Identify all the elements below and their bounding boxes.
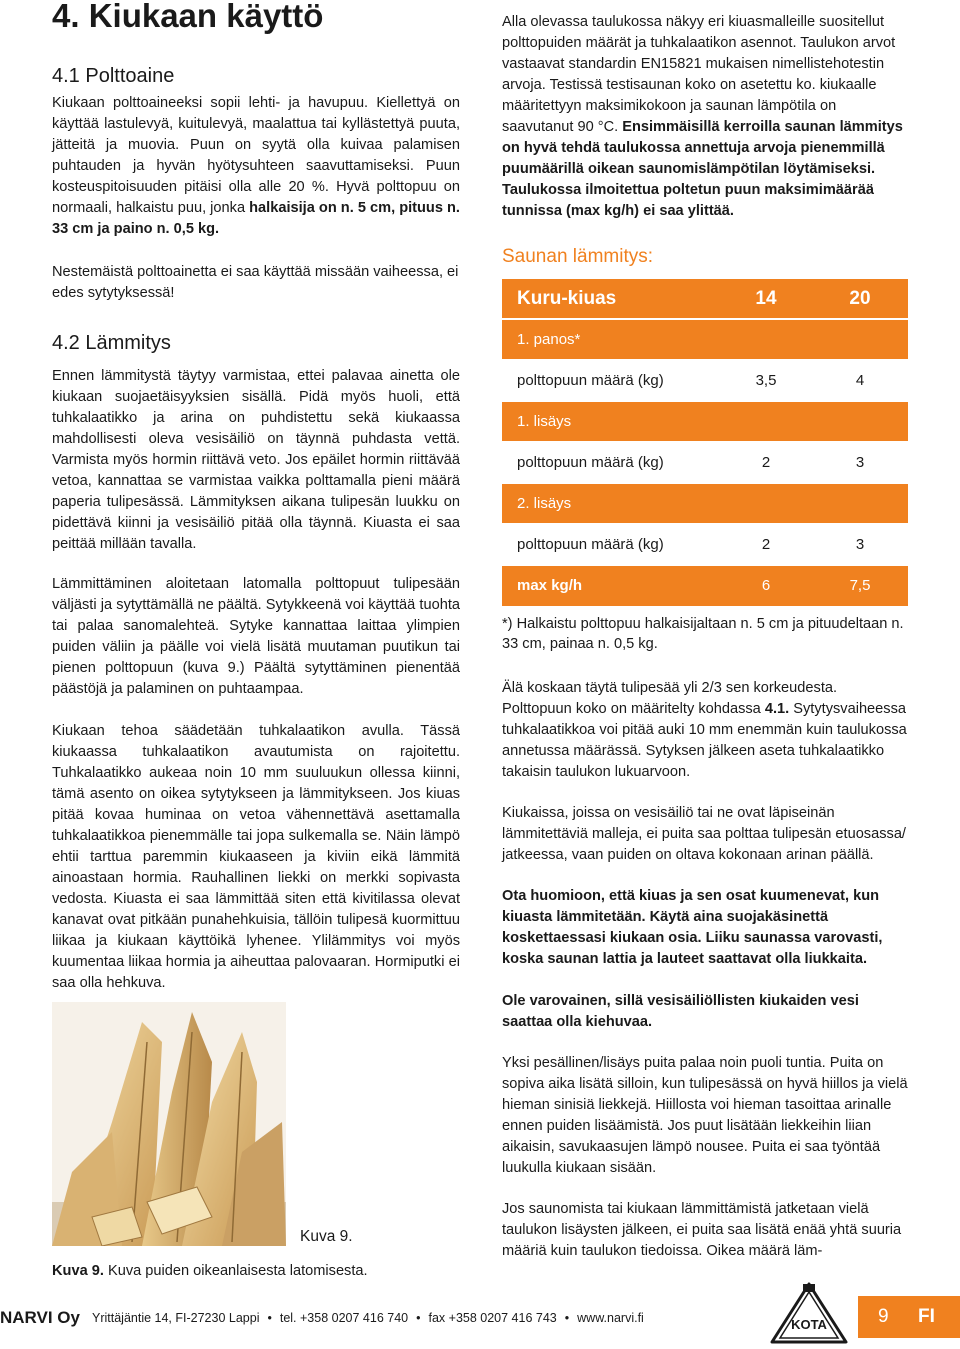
kota-logo-text: KOTA	[791, 1317, 827, 1332]
continue-paragraph: Jos saunomista tai kiukaan lämmittämistä jatketaan vielä taulukon lisäysten jälkeen, ei puita saa lisätä enää yhtä suuria määriä kuin taulukon tiedoissa. Oikea määrä läm-	[502, 1201, 902, 1259]
polttoaine-bold-text: halkaisija on n. 5 cm, pituus n. 33 cm ja paino n. 0,5 kg.	[52, 200, 460, 237]
filling-text-a: Älä koskaan täytä tulipesää yli 2/3 sen korkeudesta. Polttopuun koko on määritelty kohdassa	[502, 680, 838, 717]
table-cell: 4	[855, 372, 865, 389]
table-header-col1: 14	[755, 287, 777, 309]
table-cell: 7,5	[849, 577, 871, 594]
table-row-label: max kg/h	[517, 577, 583, 594]
kota-logo	[770, 1282, 848, 1344]
table-row-label: 2. lisäys	[517, 495, 572, 512]
table-title: Saunan lämmitys:	[502, 246, 654, 267]
page-number: 9	[878, 1306, 889, 1327]
table-intro-text: Alla olevassa taulukossa näkyy eri kiuasmalleille suositellut polttopuiden määrät ja tuhkalaatikon asennot. Taulukon arvot vastaavat standardin EN15821 mukaisen nimellistehotestin arvoja. Testissä testisaunan koko on asetettu ko. kiukaalle määritettyyn maksimikokoon ja saunan lämpötila on saavutanut 90 °C.	[502, 14, 896, 135]
table-row	[502, 320, 908, 359]
table-row	[502, 361, 908, 400]
footer-web[interactable]: www.narvi.fi	[577, 1311, 644, 1325]
table-cell: 3	[855, 536, 865, 553]
table-row	[502, 443, 908, 482]
table-intro	[502, 12, 908, 222]
table-row-label: polttopuun määrä (kg)	[517, 536, 664, 553]
polttoaine-paragraph	[52, 93, 460, 240]
footer-fax: fax +358 0207 416 743	[428, 1311, 557, 1325]
page-number-box	[858, 1296, 960, 1338]
refuel-paragraph: Yksi pesällinen/lisäys puita palaa noin puoli tuntia. Puita on sopiva aika lisätä silloin, kun tulipesässä on hyvä hiillos ja vielä hieman sinisiä liekkejä. Hiillosta voi hieman tasoittaa arinalle ennen puiden lisäämistä. Jos puut lisätään liekkeihin liian aikaisin, savukaasujen lämpö nousee. Puita ei saa työntää luukulla kiukaan sisään.	[502, 1055, 908, 1176]
filling-paragraph	[502, 678, 908, 783]
footer-company: NARVI Oy	[0, 1308, 80, 1327]
firewood-illustration	[52, 1002, 286, 1246]
table-row-label: 1. lisäys	[517, 413, 572, 430]
figure-caption-text: Kuva puiden oikeanlaisesta latomisesta.	[103, 1263, 368, 1279]
table-row	[502, 525, 908, 564]
table-header-col2: 20	[849, 287, 871, 309]
table-row-label: 1. panos*	[517, 331, 581, 348]
footer-address: Yrittäjäntie 14, FI-27230 Lappi	[92, 1311, 260, 1325]
table-row	[502, 402, 908, 441]
table-row	[502, 484, 908, 523]
table-cell: 3,5	[755, 372, 777, 389]
nestemainen-warning: Nestemäistä polttoainetta ei saa käyttää missään vaiheessa, ei edes sytytyksessä!	[52, 264, 459, 301]
page-title: 4. Kiukaan käyttö	[52, 0, 324, 34]
table-intro-bold: Ensimmäisillä kerroilla saunan lämmitys on hyvä tehdä taulukossa annettuja arvoja pienemmillä puumäärillä oikean saunomislämpötilan löytämiseksi. Taulukossa ilmoitettua poltetun puun maksimimäärää tunnissa (max kg/h) ei saa ylittää.	[502, 119, 903, 219]
table-cell: 3	[855, 454, 865, 471]
filling-text-c: Sytytysvaiheessa tuhkalaatikkoa voi pitää auki 10 mm enemmän kuin taulukossa annetussa määrässä. Sytyksen jälkeen aseta tuhkalaatikko takaisin taulukon lukuarvoon.	[502, 701, 907, 780]
table-footnote: *) Halkaistu polttopuu halkaisijaltaan n. 5 cm ja pituudeltaan n. 33 cm, painaa n. 0,5 kg.	[502, 616, 904, 652]
figure-caption-bold: Kuva 9.	[52, 1263, 104, 1279]
lammitys-paragraph-3: Kiukaan tehoa säädetään tuhkalaatikon avulla. Tässä kiukaassa tuhkalaatikon avautumista on rajoitettu. Tuhkalaatikko aukeaa noin 10 mm suuluukun ollessa kiinni, tämä asento on oikea sytytykseen ja lämmitykseen. Jos kiuas pitää kovaa huminaa on vetoa vähennettävä asettamalla tuhkalaatikkoa pienemmälle tai jopa sulkemalla se. Näin lämpö ehtii tarttua paremmin kiukaaseen ja kiviin eikä lämmitä ainoastaan hormia. Rauhallinen liekki on merkki sopivasta vedosta. Kiuasta ei saa lämmittää siten että kivitilassa olevat kanavat ovat pitkään punahehkuisia, tällöin tulipesä kuormittuu liikaa ja kiukaan käyttöikä lyhenee. Ylilämmitys voi myös kuumentaa liikaa hormia ja aiheuttaa palovaaran. Hormiputki ei saa olla hehkuva.	[52, 723, 460, 991]
filling-ref: 4.1.	[764, 701, 790, 717]
table-row-label: polttopuun määrä (kg)	[517, 454, 664, 471]
table-cell: 2	[761, 454, 771, 471]
water-tank-paragraph: Kiukaissa, joissa on vesisäiliö tai ne ovat läpiseinän lämmitettäviä malleja, ei puita saa polttaa tulipesän etuosassa/ jatkeessa, vaan puiden on oltava kokonaan arinan päällä.	[502, 805, 906, 863]
section-title-lammitys: 4.2 Lämmitys	[52, 332, 171, 354]
figure-label: Kuva 9.	[300, 1228, 353, 1245]
section-title-polttoaine: 4.1 Polttoaine	[52, 65, 175, 87]
safety-warning: Ota huomioon, että kiuas ja sen osat kuumenevat, kun kiuasta lämmitetään. Käytä aina suojakäsinettä koskettaessasi kiukaan osia. Liiku saunassa varovasti, koska saunan lattia ja lauteet saattavat olla liukkaita.	[502, 888, 883, 967]
lammitys-paragraph-1: Ennen lämmitystä täytyy varmistaa, ettei palavaa ainetta ole kiukaan suojaetäisyyksien sisällä. Pidä myös huoli, että tuhkalaatikko ja arina on puhdistettu sekä kiukaassa mahdollisesti oleva vesisäiliö on täynnä puhdasta vettä. Varmista myös hormin riittävä veto. Jos epäilet hormin riittävää vetoa, kannattaa se varmistaa vaikka polttamalla pieni määrä paperia tulipesässä. Lämmityksen aikana tulipesän luukku on pidettävä kiinni ja vesisäiliö pitää olla täynnä. Kiuasta ei saa peittää millään tavalla.	[52, 368, 460, 552]
table-bottom-divider	[502, 605, 908, 606]
table-row-max	[502, 566, 908, 605]
figure-caption	[52, 1263, 368, 1279]
lammitys-paragraph-2: Lämmittäminen aloitetaan latomalla polttopuut tulipesään väljästi ja sytyttämällä ne päältä. Sytykkeenä voi käyttää tuohta tai palaa sanomalehteä. Sytyke kannattaa laittaa ylimpien puiden väliin ja päälle voi vielä lisätä muutaman puutikun tai pienen polttopuun (kuva 9.) Päältä sytyttäminen pienentää päästöjä ja palaminen on puhtaampaa.	[52, 576, 460, 697]
kota-logo-icon	[770, 1282, 848, 1344]
table-cell: 6	[761, 577, 771, 594]
footer-bullet: •	[564, 1311, 570, 1325]
footer	[0, 1306, 740, 1330]
footer-tel: tel. +358 0207 416 740	[279, 1311, 409, 1325]
table-header	[502, 279, 908, 318]
polttoaine-text: Kiukaan polttoaineeksi sopii lehti- ja havupuu. Kiellettyä on käyttää lastulevyä, kuitulevyä, maalattua tai kyllästettyä puuta, jätteitä ja muovia. Puun on syytä olla kuivaa palamisen puhtauden ja hyvän hyötysuhteen saavuttamiseksi. Puun kosteuspitoisuuden pitäisi olla alle 20 %. Hyvä polttopuu on normaali, halkaistu puu, jonka	[52, 95, 460, 216]
firewood-photo	[52, 1002, 286, 1246]
table-header-model: Kuru-kiuas	[517, 287, 617, 309]
footer-bullet: •	[267, 1311, 272, 1325]
footer-bullet: •	[416, 1311, 421, 1325]
table-cell: 2	[761, 536, 771, 553]
table-row-label: polttopuun määrä (kg)	[517, 372, 664, 389]
boiling-water-warning: Ole varovainen, sillä vesisäiliöllisten kiukaiden vesi saattaa olla kiehuvaa.	[502, 993, 859, 1030]
language-code: FI	[918, 1306, 935, 1327]
